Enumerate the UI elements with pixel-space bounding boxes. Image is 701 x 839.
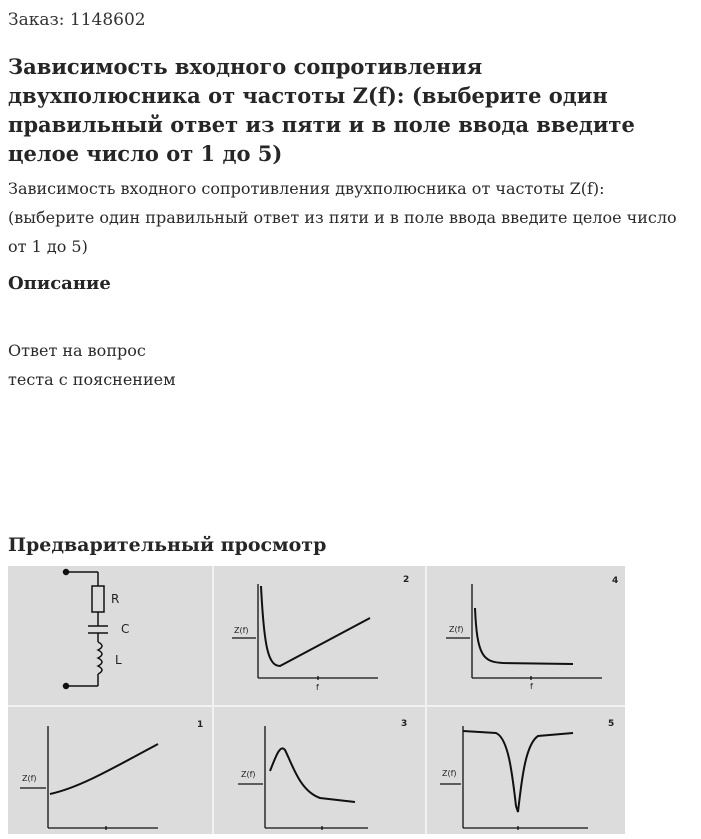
plot-1-y-label: Z(f) (22, 774, 37, 783)
plot-1 (20, 720, 203, 830)
preview-image (8, 566, 625, 834)
answer-line: Ответ на вопрос (8, 341, 146, 360)
plot-5-y-label: Z(f) (442, 769, 457, 778)
plot-5 (440, 719, 614, 830)
preview-graphic (8, 566, 625, 834)
plot-4 (446, 576, 618, 691)
plot-2-x-label: f (316, 683, 319, 692)
label-l: L (115, 653, 122, 667)
label-r: R (111, 592, 120, 606)
order-number: Заказ: 1148602 (8, 10, 146, 30)
plot-3-y-label: Z(f) (241, 770, 256, 779)
plot-2-number: 2 (403, 575, 410, 585)
plot-3 (238, 719, 407, 830)
plot-1-number: 1 (197, 720, 204, 730)
question-text: Зависимость входного сопротивления двухполюсника от частоты Z(f): (выберите один правильный ответ из пяти и в поле ввода введите целое число от 1 до 5) (8, 179, 677, 256)
answer-line: теста с пояснением (8, 370, 176, 389)
circuit-diagram (64, 570, 109, 689)
preview-heading: Предварительный просмотр (8, 534, 327, 556)
plot-2-y-label: Z(f) (234, 626, 249, 635)
label-c: C (121, 622, 130, 636)
page-title: Зависимость входного сопротивления двухполюсника от частоты Z(f): (выберите один правильный ответ из пяти и в поле ввода введите целое число от 1 до 5) (8, 54, 635, 166)
plot-4-number: 4 (612, 576, 619, 586)
plot-4-y-label: Z(f) (449, 625, 464, 634)
plot-5-number: 5 (608, 719, 615, 729)
answer-text (8, 336, 176, 394)
description-heading: Описание (8, 273, 111, 294)
plot-2 (232, 575, 409, 692)
plot-4-x-label: f (530, 682, 533, 691)
plot-3-number: 3 (401, 719, 408, 729)
